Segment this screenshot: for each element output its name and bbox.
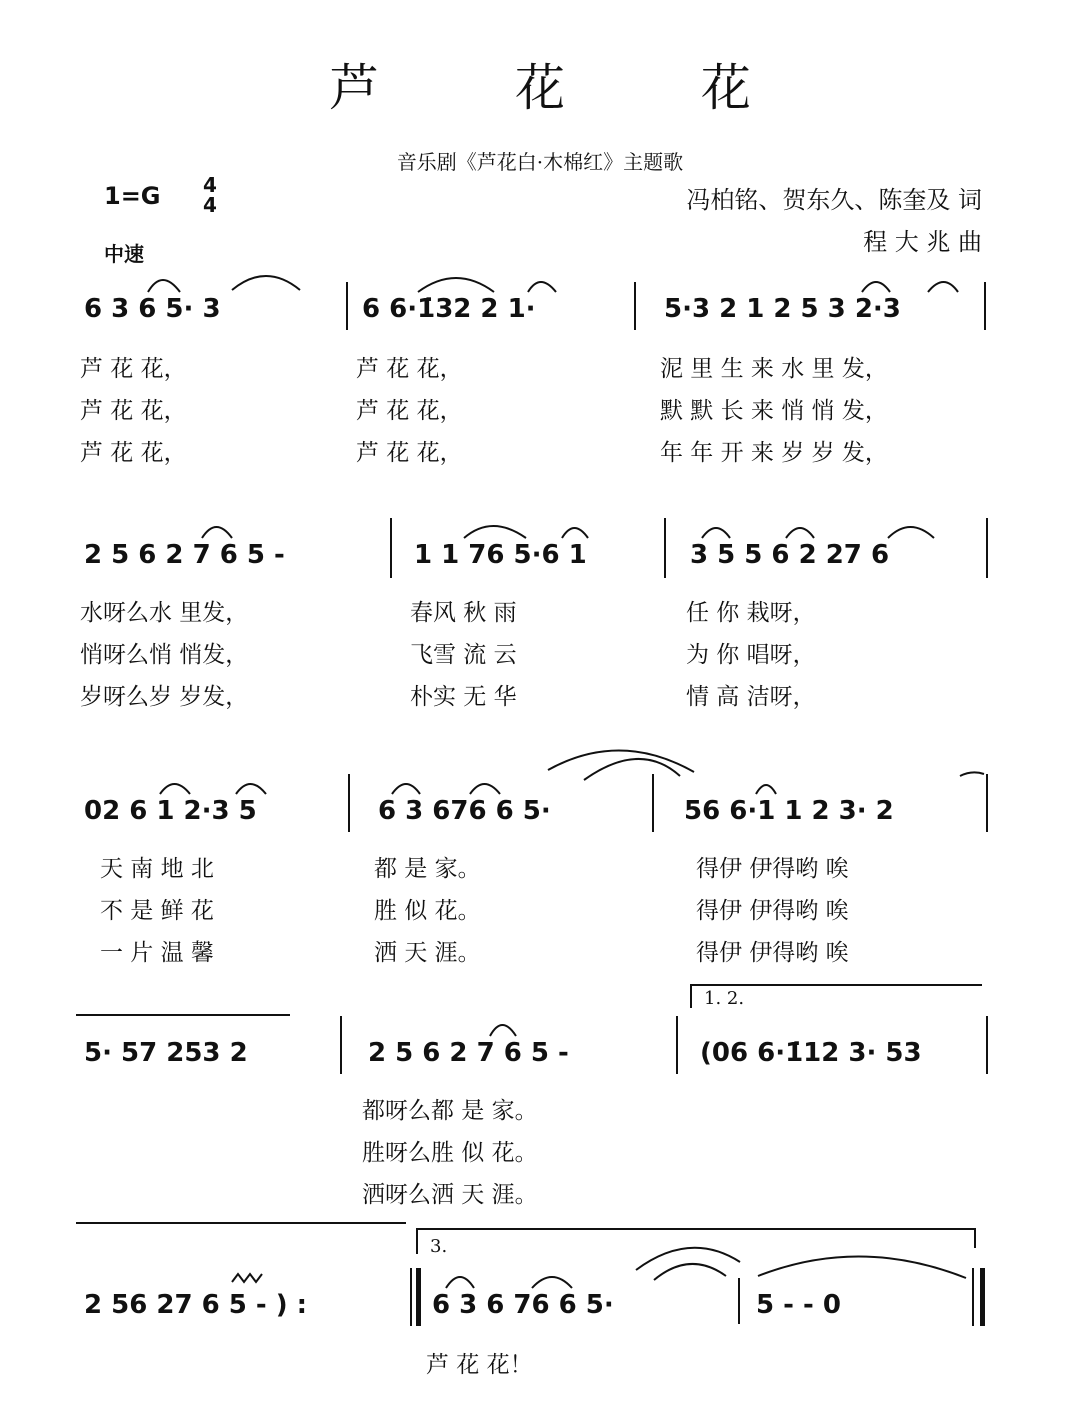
slur [528, 282, 556, 292]
lyric-verse-3: 年 年 开 来 岁 岁 发， [660, 440, 888, 466]
measure: 2 5 6 2 7 6 5 - [368, 1038, 569, 1068]
lyric-verse-2: 为 你 唱呀， [686, 642, 816, 668]
slur [148, 280, 180, 292]
slur [446, 1277, 474, 1288]
final-barline [980, 1268, 985, 1326]
slur [470, 784, 500, 794]
lyric-verse-1: 水呀么水 里发， [80, 600, 249, 626]
barline [984, 282, 986, 330]
final-barline [972, 1268, 974, 1326]
lyric-verse-1: 都呀么都 是 家。 [362, 1098, 538, 1124]
slur [786, 528, 814, 538]
slur [636, 1248, 740, 1270]
barline [676, 1016, 678, 1074]
volta-label: 3. [430, 1236, 448, 1257]
lyric-verse-3: 一 片 温 馨 [100, 940, 214, 966]
tie-line [76, 1014, 290, 1016]
lyric-verse-3: 洒呀么洒 天 涯。 [362, 1182, 538, 1208]
barline [986, 774, 988, 832]
measure: 6 6·1̇32 2 1· [362, 294, 536, 324]
lyric-verse-3: 岁呀么岁 岁发， [80, 684, 249, 710]
lyric-verse-2: 芦 花 花， [356, 398, 463, 424]
lyric-verse-2: 芦 花 花， [80, 398, 187, 424]
volta-bracket [974, 1228, 976, 1248]
lyric-verse-3: 洒 天 涯。 [374, 940, 481, 966]
fermata-tie [960, 772, 984, 776]
slur [702, 528, 730, 538]
measure: 3 5 5 6 2 27 6 [690, 540, 890, 570]
composer-credit: 程 大 兆 曲 [863, 228, 982, 256]
lyric-verse-1: 春风 秋 雨 [410, 600, 517, 626]
slur [236, 784, 266, 794]
slur [160, 784, 190, 794]
measure: 5· 57 253 2 [84, 1038, 248, 1068]
slur [758, 1256, 966, 1278]
slur [654, 1264, 726, 1280]
volta-bracket [690, 984, 982, 986]
lyric-verse-2: 胜 似 花。 [374, 898, 481, 924]
volta-bracket [416, 1228, 976, 1230]
measure: 5 - - 0 [756, 1290, 841, 1320]
lyric-verse-3: 得伊 伊得哟 唉 [696, 940, 849, 966]
volta-bracket [416, 1228, 418, 1254]
song-title: 芦 花 花 [329, 59, 811, 117]
lyric-verse-3: 情 高 洁呀， [686, 684, 816, 710]
lyric-verse-2: 悄呀么悄 悄发， [80, 642, 249, 668]
volta-bracket [690, 984, 692, 1008]
lyric-verse-2: 胜呀么胜 似 花。 [362, 1140, 538, 1166]
measure: 2 56 27 6 5 - ) : [84, 1290, 308, 1320]
slur [562, 528, 588, 538]
lyric-verse-1: 芦 花 花， [80, 356, 187, 382]
measure: 6 3 6 5· 3 [84, 294, 221, 324]
lyric-verse-3: 芦 花 花， [356, 440, 463, 466]
repeat-barline [416, 1268, 421, 1326]
lyric-verse-3: 芦 花 花， [80, 440, 187, 466]
measure: 2 5 6 2 7 6 5 - [84, 540, 285, 570]
key-signature: 1=G [104, 182, 161, 210]
barline [986, 1016, 988, 1074]
slur [490, 1025, 516, 1036]
lyric-final: 芦 花 花！ [426, 1352, 533, 1378]
trill-mark [232, 1274, 262, 1282]
barline [664, 518, 666, 578]
slur [232, 276, 300, 290]
measure: (06 6·1̇12 3· 53 [700, 1038, 922, 1068]
barline [738, 1278, 740, 1324]
barline [348, 774, 350, 832]
slur [548, 750, 694, 772]
time-signature-top: 4 [203, 173, 217, 197]
slur [756, 785, 776, 794]
time-signature [200, 175, 220, 215]
lyric-verse-3: 朴实 无 华 [410, 684, 517, 710]
measure: 6 3 676 6 5· [378, 796, 551, 826]
barline [340, 1016, 342, 1074]
tie-line [76, 1222, 406, 1224]
barline [986, 518, 988, 578]
lyric-verse-1: 天 南 地 北 [100, 856, 214, 882]
measure: 6 3 6 76 6 5· [432, 1290, 614, 1320]
lyric-verse-2: 默 默 长 来 悄 悄 发， [660, 398, 888, 424]
volta-label: 1. 2. [704, 988, 745, 1009]
slur [928, 282, 958, 292]
slur [862, 282, 890, 292]
lyric-verse-1: 都 是 家。 [374, 856, 481, 882]
measure: 1 1 76 5·6 1 [414, 540, 587, 570]
lyric-verse-1: 得伊 伊得哟 唉 [696, 856, 849, 882]
barline [634, 282, 636, 330]
slur [584, 759, 680, 780]
tempo-marking: 中速 [104, 242, 144, 266]
barline [652, 774, 654, 832]
slur [464, 526, 526, 538]
lyric-verse-2: 飞雪 流 云 [410, 642, 517, 668]
measure: 56 6·1 1 2 3· 2 [684, 796, 894, 826]
subtitle: 音乐剧《芦花白·木棉红》主题歌 [396, 150, 684, 174]
slur [888, 527, 934, 538]
lyricist-credit: 冯柏铭、贺东久、陈奎及 词 [686, 186, 982, 214]
slur [392, 784, 420, 794]
lyric-verse-1: 任 你 栽呀， [686, 600, 816, 626]
slur [418, 278, 494, 292]
slur [202, 527, 232, 538]
lyric-verse-1: 泥 里 生 来 水 里 发， [660, 356, 888, 382]
time-signature-bottom: 4 [203, 193, 217, 217]
repeat-barline [410, 1268, 412, 1326]
lyric-verse-2: 不 是 鲜 花 [100, 898, 214, 924]
measure: 02 6 1 2·3 5 [84, 796, 257, 826]
measure: 5·3 2 1 2 5 3 2·3 [664, 294, 901, 324]
slur [532, 1277, 572, 1288]
lyric-verse-1: 芦 花 花， [356, 356, 463, 382]
barline [390, 518, 392, 578]
lyric-verse-2: 得伊 伊得哟 唉 [696, 898, 849, 924]
barline [346, 282, 348, 330]
